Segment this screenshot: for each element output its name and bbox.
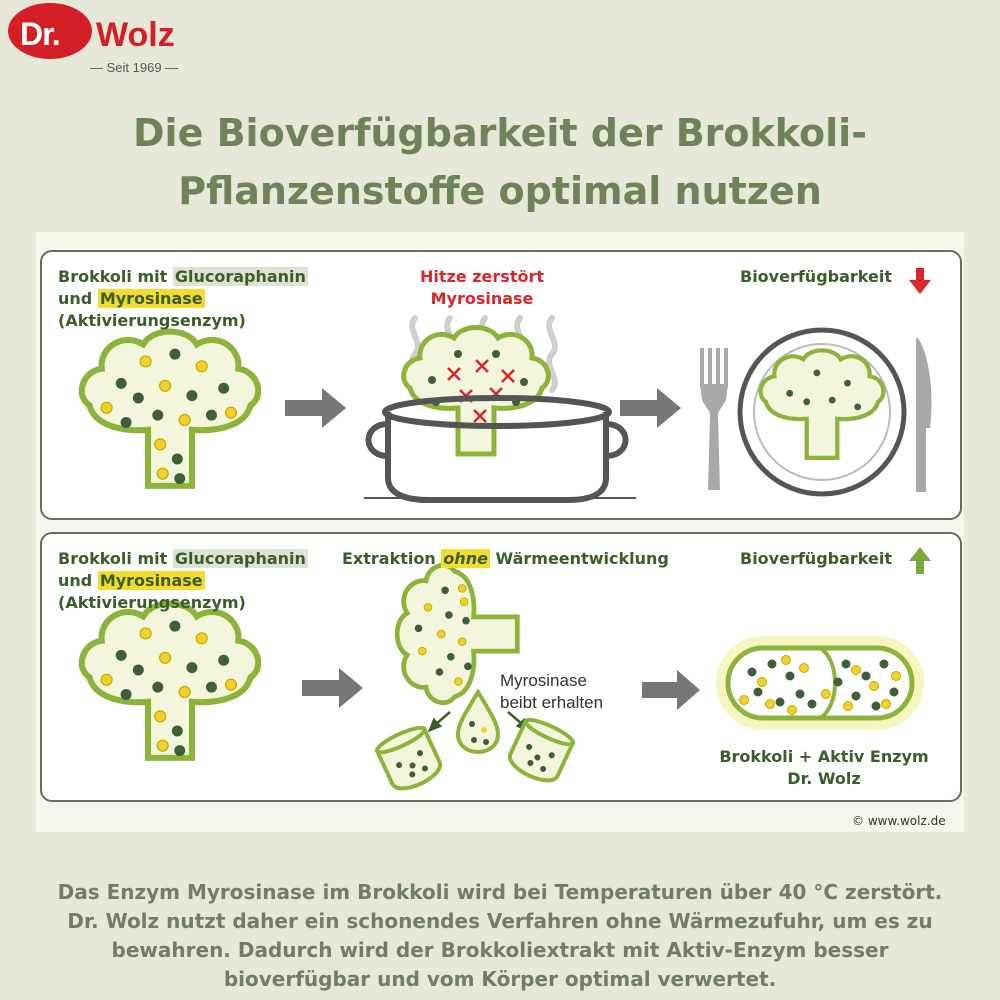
arrow-right-icon	[620, 388, 681, 428]
pot-icon	[364, 398, 636, 500]
extraction-text: Extraktion	[342, 549, 442, 568]
logo-brand-name: Wolz	[96, 16, 175, 54]
label-text: Brokkoli mit	[58, 549, 173, 568]
footer-description: Das Enzym Myrosinase im Brokkoli wird bei Temperaturen über 40 °C zerstört. Dr. Wolz nutzt daher ein schonendes Verfahren ohne Wärmezufuhr, um es zu bewahren. Dadurch wird der Brokkoliextrakt mit Aktiv-Enzym besser bioverfügbar und vom Körper optimal verwertet.	[57, 880, 943, 991]
logo-since: — Seit 1969 —	[90, 60, 179, 75]
myrosinase-highlight: Myrosinase	[99, 571, 203, 590]
title-line-1: Die Bioverfügbarkeit der Brokkoli-	[133, 111, 867, 155]
arrow-right-icon	[302, 668, 363, 708]
copyright: © www.wolz.de	[852, 814, 946, 828]
broccoli-icon	[82, 604, 258, 758]
arrow-right-icon	[642, 670, 700, 710]
glucoraphanin-highlight: Glucoraphanin	[174, 549, 306, 568]
extraction-text: Wärmeentwicklung	[489, 549, 669, 568]
label-text: und	[58, 289, 98, 308]
myrosinase-line-2: beibt erhalten	[500, 693, 604, 712]
arrow-up-icon	[909, 547, 931, 574]
label-text: und	[58, 571, 98, 590]
title-line-2: Pflanzenstoffe optimal nutzen	[178, 169, 822, 213]
arrow-right-icon	[285, 388, 346, 428]
broccoli-icon	[82, 332, 258, 486]
myrosinase-line-1: Myrosinase	[500, 671, 587, 690]
vial-left-icon	[375, 724, 445, 795]
broccoli-label	[58, 548, 308, 614]
label-text: Brokkoli mit	[58, 267, 173, 286]
drop-icon	[458, 692, 498, 752]
heat-label	[408, 266, 556, 310]
product-line-2: Dr. Wolz	[787, 769, 861, 788]
myrosinase-highlight: Myrosinase	[99, 289, 203, 308]
broccoli-label	[58, 266, 308, 332]
product-label	[706, 746, 942, 790]
heat-line-1: Hitze zerstört	[419, 267, 544, 286]
glucoraphanin-highlight: Glucoraphanin	[174, 267, 306, 286]
enzyme-label: (Aktivierungsenzym)	[58, 311, 246, 330]
bioavailability-label: Bioverfügbarkeit	[740, 267, 892, 286]
fork-icon	[700, 348, 728, 490]
bioavailability-label: Bioverfügbarkeit	[740, 549, 892, 568]
vial-right-icon	[505, 716, 575, 787]
knife-icon	[916, 338, 932, 492]
arrow-down-icon	[909, 268, 931, 294]
logo-prefix: Dr.	[20, 16, 60, 52]
myrosinase-preserved-label	[500, 670, 603, 714]
enzyme-label: (Aktivierungsenzym)	[58, 593, 246, 612]
heat-line-2: Myrosinase	[430, 289, 534, 308]
heated-broccoli-icon	[404, 328, 549, 455]
capsule-icon	[716, 636, 924, 730]
ohne-highlight: ohne	[443, 549, 488, 568]
product-line-1: Brokkoli + Aktiv Enzym	[719, 747, 929, 766]
extraction-label	[342, 548, 669, 570]
